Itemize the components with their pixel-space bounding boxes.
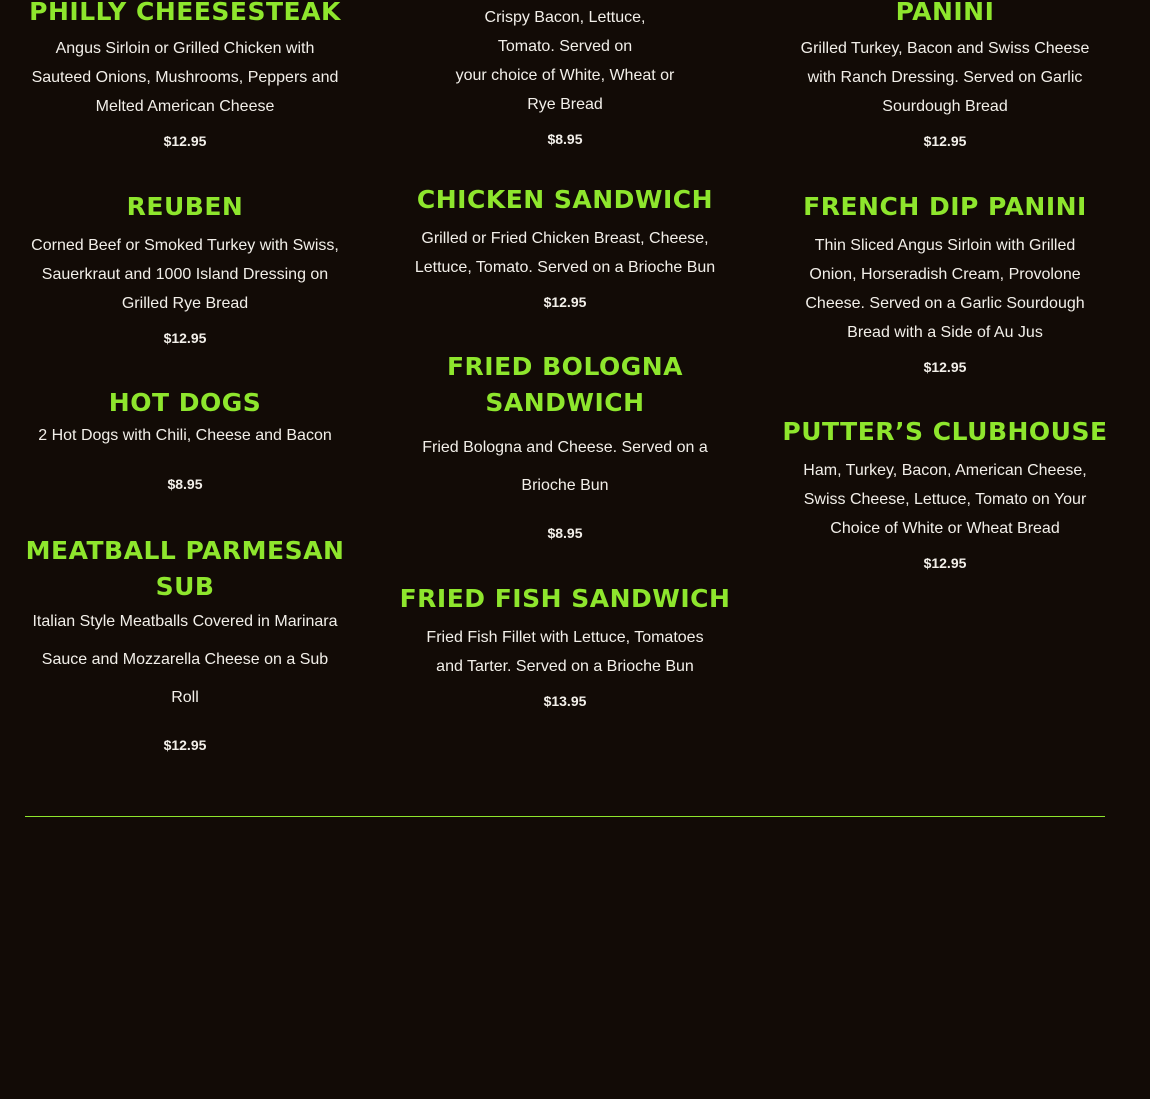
menu-item-meatball-parmesan-sub <box>10 533 360 753</box>
item-title: REUBEN <box>126 192 244 221</box>
section-divider <box>25 816 1105 817</box>
item-title: HOT DOGS <box>108 388 262 417</box>
menu-item-chicken-sandwich <box>390 182 740 310</box>
item-description: Italian Style Meatballs Covered in Marinara Sauce and Mozzarella Cheese on a Sub Roll <box>32 613 338 706</box>
item-description: Grilled Turkey, Bacon and Swiss Cheese with Ranch Dressing. Served on Garlic Sourdough Bread <box>800 40 1090 115</box>
menu-item-reuben <box>10 189 360 346</box>
menu-item-french-dip-panini <box>770 189 1120 375</box>
item-price: $12.95 <box>923 555 967 571</box>
menu-item-blt <box>390 3 740 147</box>
item-title: PHILLY CHEESESTEAK <box>29 0 341 26</box>
item-title: FRENCH DIP PANINI <box>803 192 1087 221</box>
item-price: $12.95 <box>163 133 207 149</box>
menu-item-putters-clubhouse <box>770 414 1120 571</box>
menu-item-panini <box>770 0 1120 149</box>
item-title: FRIED FISH SANDWICH <box>399 584 731 613</box>
item-price: $12.95 <box>163 737 207 753</box>
item-description: Angus Sirloin or Grilled Chicken with Sauteed Onions, Mushrooms, Peppers and Melted American Cheese <box>31 40 339 115</box>
item-description: Crispy Bacon, Lettuce, Tomato. Served on your choice of White, Wheat or Rye Bread <box>455 9 675 113</box>
item-price: $8.95 <box>547 131 583 147</box>
item-title: CHICKEN SANDWICH <box>416 185 714 214</box>
menu-item-hot-dogs <box>10 385 360 492</box>
menu-item-philly-cheesesteak <box>10 0 360 149</box>
item-price: $8.95 <box>167 476 203 492</box>
item-price: $12.95 <box>923 133 967 149</box>
item-title: FRIED BOLOGNA SANDWICH <box>446 352 684 417</box>
item-description: Fried Bologna and Cheese. Served on a Brioche Bun <box>422 439 708 494</box>
item-price: $13.95 <box>543 693 587 709</box>
item-price: $12.95 <box>543 294 587 310</box>
item-description: Grilled or Fried Chicken Breast, Cheese, Lettuce, Tomato. Served on a Brioche Bun <box>414 230 716 276</box>
item-title: MEATBALL PARMESAN SUB <box>25 536 345 601</box>
item-price: $8.95 <box>547 525 583 541</box>
item-price: $12.95 <box>163 330 207 346</box>
item-price: $12.95 <box>923 359 967 375</box>
menu-item-fried-bologna-sandwich <box>390 349 740 541</box>
menu-item-fried-fish-sandwich <box>390 581 740 709</box>
item-description: Ham, Turkey, Bacon, American Cheese, Swiss Cheese, Lettuce, Tomato on Your Choice of White or Wheat Bread <box>803 462 1087 537</box>
item-description: Corned Beef or Smoked Turkey with Swiss, Sauerkraut and 1000 Island Dressing on Grilled Rye Bread <box>31 237 339 312</box>
item-description: Fried Fish Fillet with Lettuce, Tomatoes and Tarter. Served on a Brioche Bun <box>426 629 704 675</box>
item-title: PANINI <box>895 0 995 26</box>
item-title: PUTTER’S CLUBHOUSE <box>782 417 1108 446</box>
item-description: Thin Sliced Angus Sirloin with Grilled Onion, Horseradish Cream, Provolone Cheese. Served on a Garlic Sourdough Bread with a Side of Au Jus <box>805 237 1085 341</box>
item-description: 2 Hot Dogs with Chili, Cheese and Bacon <box>38 427 332 444</box>
